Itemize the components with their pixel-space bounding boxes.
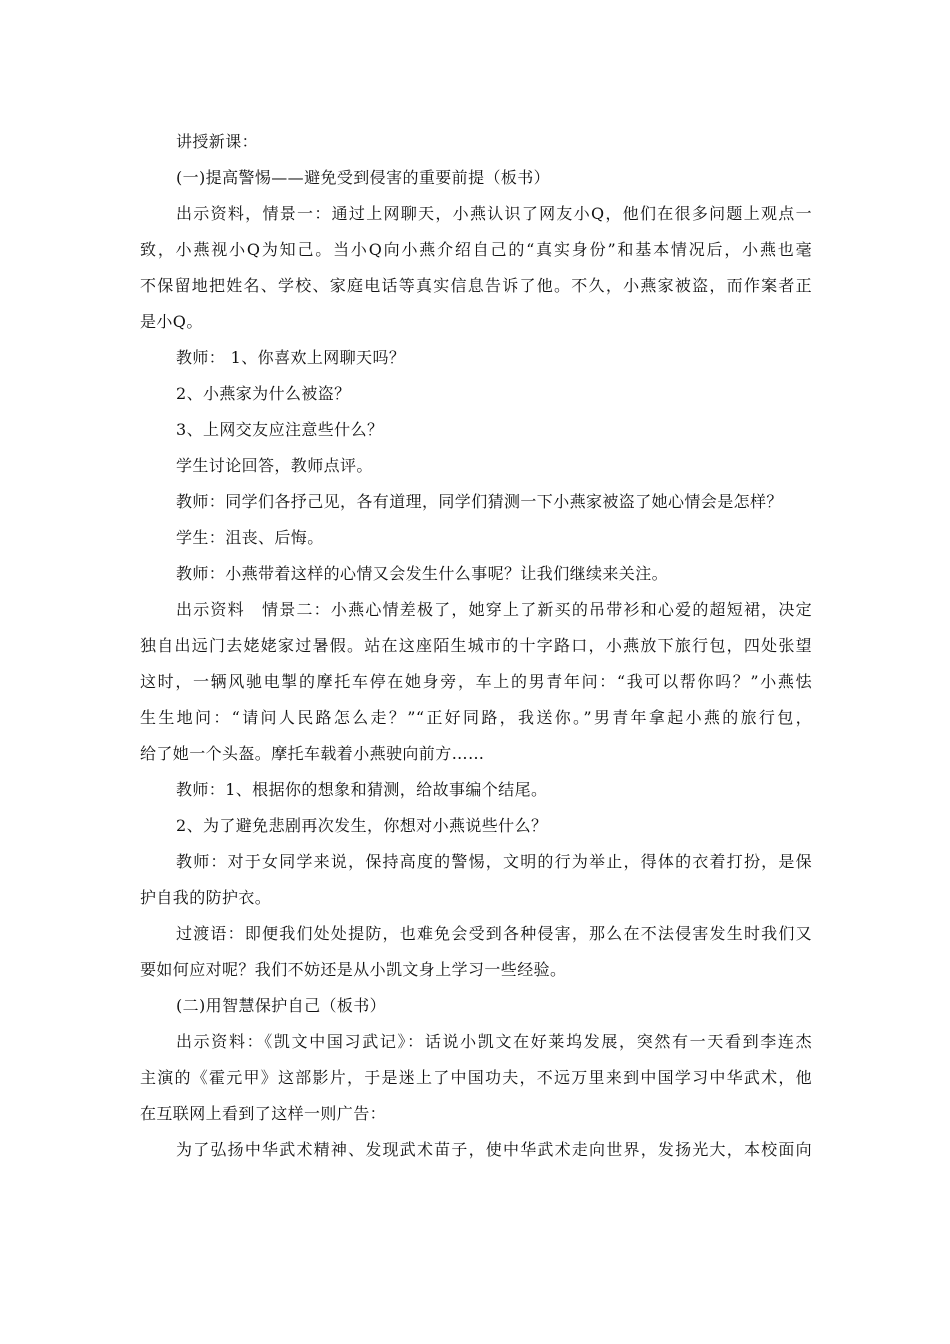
paragraph-line: 主演的《霍元甲》这部影片，于是迷上了中国功夫，不远万里来到中国学习中华武术，他 (140, 1068, 812, 1087)
paragraph-line: 教师：对于女同学来说，保持高度的警惕，文明的行为举止，得体的衣着打扮，是保 (176, 852, 812, 871)
paragraph-line: 教师：同学们各抒己见，各有道理，同学们猜测一下小燕家被盗了她心情会是怎样？ (176, 492, 783, 511)
paragraph-line: 是小Q。 (140, 312, 203, 331)
paragraph-line: 过渡语：即便我们处处提防，也难免会受到各种侵害，那么在不法侵害发生时我们又 (176, 924, 812, 943)
paragraph-line: 给了她一个头盔。摩托车载着小燕驶向前方…… (140, 744, 485, 763)
document-body (140, 124, 812, 1168)
paragraph-line: 护自我的防护衣。 (140, 888, 272, 907)
paragraph-line: 出示资料 情景二：小燕心情差极了，她穿上了新买的吊带衫和心爱的超短裙，决定 (176, 600, 812, 619)
paragraph-line: 教师：1、根据你的想象和猜测，给故事编个结尾。 (176, 780, 548, 799)
paragraph-line: 2、小燕家为什么被盗？ (176, 384, 351, 403)
paragraph-line: 3、上网交友应注意些什么？ (176, 420, 384, 439)
paragraph-line: 在互联网上看到了这样一则广告： (140, 1104, 387, 1123)
paragraph-line: 讲授新课： (176, 132, 259, 151)
paragraph-line: 出示资料：《凯文中国习武记》：话说小凯文在好莱坞发展，突然有一天看到李连杰 (176, 1032, 812, 1051)
paragraph-line: 这时，一辆风驰电掣的摩托车停在她身旁，车上的男青年问：“我可以帮你吗？”小燕怯 (140, 672, 812, 691)
paragraph-line: 教师：小燕带着这样的心情又会发生什么事呢？让我们继续来关注。 (176, 564, 669, 583)
paragraph-line: 2、为了避免悲剧再次发生，你想对小燕说些什么？ (176, 816, 548, 835)
paragraph-line: 学生：沮丧、后悔。 (176, 528, 324, 547)
paragraph-line: 独自出远门去姥姥家过暑假。站在这座陌生城市的十字路口，小燕放下旅行包，四处张望 (140, 636, 812, 655)
paragraph-line: 致，小燕视小Q为知己。当小Q向小燕介绍自己的“真实身份”和基本情况后，小燕也毫 (140, 240, 812, 259)
paragraph-line: 不保留地把姓名、学校、家庭电话等真实信息告诉了他。不久，小燕家被盗，而作案者正 (140, 276, 812, 295)
paragraph-line: 为了弘扬中华武术精神、发现武术苗子，使中华武术走向世界，发扬光大，本校面向 (176, 1140, 812, 1159)
paragraph-line: 生生地问：“请问人民路怎么走？”“正好同路，我送你。”男青年拿起小燕的旅行包， (140, 708, 812, 727)
paragraph-line: 要如何应对呢？我们不妨还是从小凯文身上学习一些经验。 (140, 960, 567, 979)
section-heading: (一)提高警惕——避免受到侵害的重要前提（板书） (176, 168, 551, 187)
section-heading: (二)用智慧保护自己（板书） (176, 996, 387, 1015)
paragraph-line: 学生讨论回答，教师点评。 (176, 456, 373, 475)
paragraph-line: 出示资料，情景一：通过上网聊天，小燕认识了网友小Q，他们在很多问题上观点一 (176, 204, 812, 223)
paragraph-line: 教师： 1、你喜欢上网聊天吗？ (176, 348, 406, 367)
